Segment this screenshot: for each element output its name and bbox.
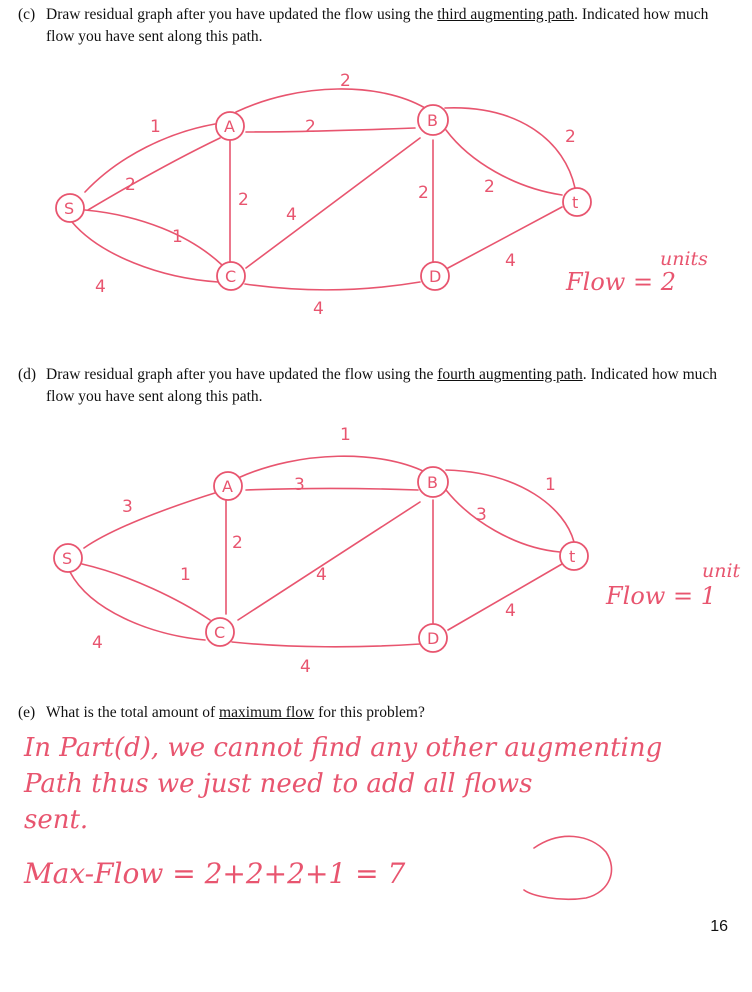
edge-a-b-top-d	[238, 456, 425, 478]
edge-c-b-d	[238, 502, 420, 620]
svg-text:B: B	[427, 473, 438, 492]
svg-text:C: C	[214, 623, 226, 642]
flow-note-d	[606, 560, 741, 610]
question-c-text-end: . Indicated how much flow you have sent along this path.	[46, 6, 709, 45]
question-e-text-end: for this problem?	[314, 704, 425, 721]
weight-c-s-d: 4	[92, 633, 103, 653]
answer-line-1: In Part(d), we cannot find any other augmenting	[24, 733, 663, 763]
edge-a-b-top	[236, 89, 425, 112]
residual-graph-c	[0, 70, 752, 350]
question-c-text	[46, 4, 730, 48]
fourth-augmenting-path-link: fourth augmenting path	[437, 366, 583, 383]
node-a	[216, 112, 244, 140]
weight-t-d-d: 4	[505, 601, 516, 621]
node-a-d	[214, 472, 242, 500]
edge-b-a-mid-d	[246, 489, 418, 491]
weight-s-a: 1	[150, 117, 161, 137]
edge-s-c	[85, 210, 222, 265]
node-d	[421, 262, 449, 290]
question-d-text-end: . Indicated how much flow you have sent along this path.	[46, 366, 718, 405]
question-d-text-start: Draw residual graph after you have updated the flow using the	[46, 366, 438, 383]
flow-note-d-value: Flow = 1	[606, 582, 716, 610]
flow-note-c	[566, 248, 708, 296]
svg-text:B: B	[427, 111, 438, 130]
node-d-d	[419, 624, 447, 652]
edge-t-b	[446, 130, 562, 195]
node-c-d	[206, 618, 234, 646]
edge-d-c-d	[232, 642, 420, 647]
answer-line-3: sent.	[24, 805, 89, 835]
weight-b-c: 4	[286, 205, 297, 225]
question-d-label: (d)	[18, 366, 37, 383]
weight-c-b-d: 4	[316, 565, 327, 585]
svg-text:D: D	[429, 267, 442, 286]
answer-explanation	[24, 730, 724, 838]
svg-text:t: t	[572, 193, 579, 212]
svg-text:S: S	[64, 199, 75, 218]
node-b	[418, 105, 448, 135]
svg-text:S: S	[62, 549, 73, 568]
question-c-text-start: Draw residual graph after you have updated the flow using the	[46, 6, 438, 23]
weight-b-a: 2	[305, 117, 316, 137]
weight-a-s-d: 3	[122, 497, 133, 517]
node-c	[217, 262, 245, 290]
weight-a-s: 2	[125, 175, 136, 195]
answer-circle-mark	[520, 830, 620, 910]
weight-s-c: 1	[172, 227, 183, 247]
question-c-label: (c)	[18, 6, 36, 23]
svg-text:A: A	[222, 477, 233, 496]
answer-line-2: Path thus we just need to add all flows	[24, 769, 533, 799]
flow-note-d-unit: unit	[702, 560, 741, 582]
weight-a-c: 2	[238, 190, 249, 210]
weight-d-b: 2	[418, 183, 429, 203]
weight-t-d: 4	[505, 251, 516, 271]
weight-d-c: 4	[313, 299, 324, 319]
question-e-text	[46, 702, 730, 724]
weight-b-a-d: 3	[294, 475, 305, 495]
third-augmenting-path-link: third augmenting path	[437, 6, 575, 23]
node-s-d	[54, 544, 82, 572]
question-d-text	[46, 364, 730, 408]
weight-s-c-d: 1	[180, 565, 191, 585]
weight-d-c-d: 4	[300, 657, 311, 677]
svg-text:D: D	[427, 629, 440, 648]
edge-b-a-mid	[246, 128, 415, 132]
weight-t-b: 2	[484, 177, 495, 197]
node-t-d	[560, 542, 588, 570]
edge-a-s	[88, 138, 220, 210]
svg-text:C: C	[225, 267, 237, 286]
edge-c-s	[72, 222, 218, 282]
residual-graph-d	[0, 425, 752, 680]
weight-b-t: 2	[565, 127, 576, 147]
weight-a-b-top-d: 1	[340, 425, 351, 445]
weight-c-s: 4	[95, 277, 106, 297]
weight-a-b-top: 2	[340, 71, 351, 91]
edge-d-c	[245, 282, 420, 290]
node-t	[563, 188, 591, 216]
page-number: 16	[710, 918, 728, 935]
question-e-label: (e)	[18, 704, 36, 721]
weight-t-b-d: 3	[476, 505, 487, 525]
edge-b-t	[445, 108, 575, 188]
weight-b-t-d: 1	[545, 475, 556, 495]
max-flow-equation: Max-Flow = 2+2+2+1 = 7	[24, 857, 406, 890]
edge-b-c	[246, 138, 420, 268]
svg-text:A: A	[224, 117, 235, 136]
node-s	[56, 194, 84, 222]
edge-a-s-d	[84, 492, 218, 548]
flow-note-c-unit: units	[660, 248, 708, 270]
weight-a-c-d: 2	[232, 533, 243, 553]
maximum-flow-link: maximum flow	[219, 704, 315, 721]
node-b-d	[418, 467, 448, 497]
svg-text:t: t	[569, 547, 576, 566]
question-e-text-start: What is the total amount of	[46, 704, 220, 721]
flow-note-c-value: Flow = 2	[566, 268, 676, 296]
